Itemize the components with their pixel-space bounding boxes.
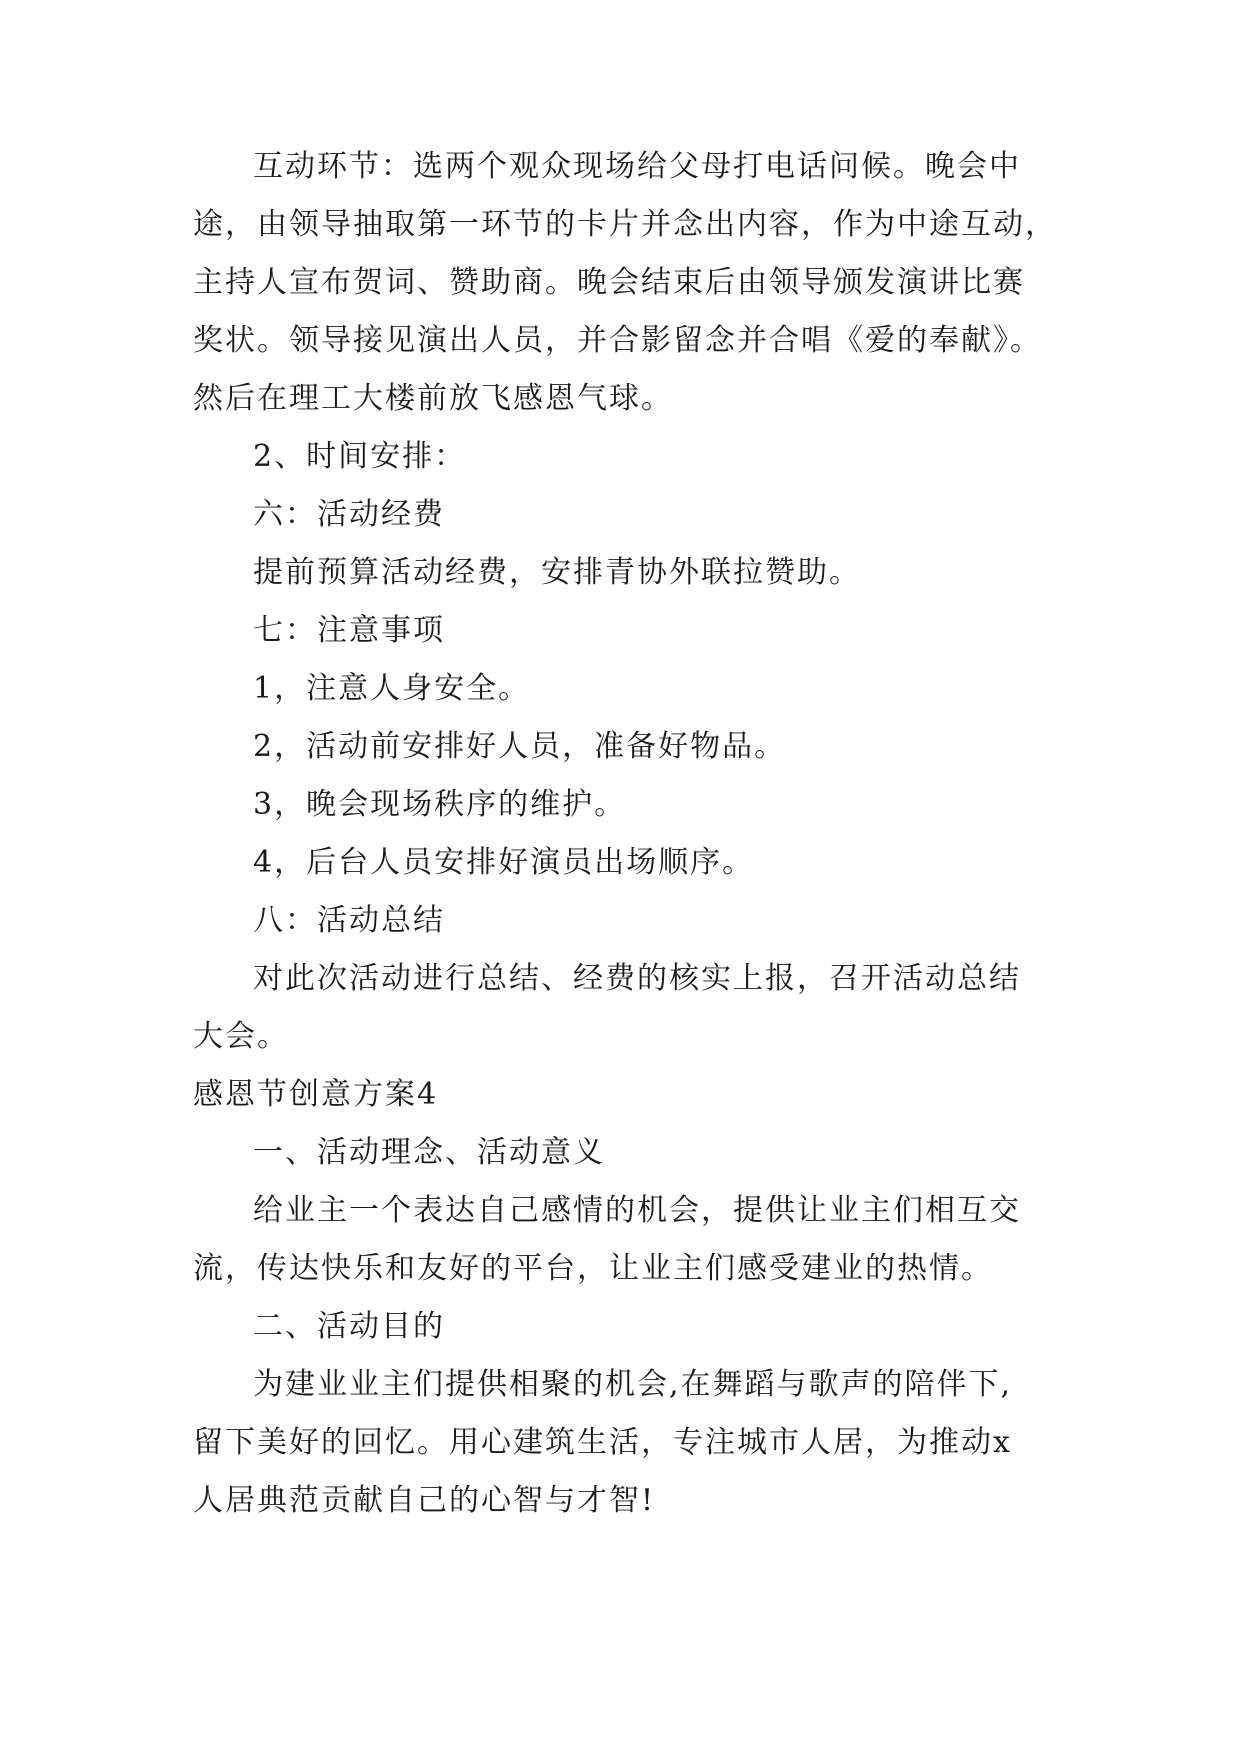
list-item: 2，活动前安排好人员，准备好物品。 xyxy=(253,729,787,764)
paragraph-line: 为建业业主们提供相聚的机会,在舞蹈与歌声的陪伴下, xyxy=(253,1367,1013,1402)
section-heading: 2、时间安排： xyxy=(253,439,467,474)
paragraph-line: 提前预算活动经费，安排青协外联拉赞助。 xyxy=(253,555,861,590)
section-heading: 二、活动目的 xyxy=(253,1309,445,1344)
section-heading: 七：注意事项 xyxy=(253,613,445,648)
list-item: 4，后台人员安排好演员出场顺序。 xyxy=(253,845,755,880)
paragraph-line: 然后在理工大楼前放飞感恩气球。 xyxy=(193,381,673,416)
paragraph-line: 主持人宣布贺词、赞助商。晚会结束后由领导颁发演讲比赛 xyxy=(193,265,1025,300)
document-title: 感恩节创意方案4 xyxy=(193,1077,439,1112)
paragraph-line: 途，由领导抽取第一环节的卡片并念出内容，作为中途互动， xyxy=(193,207,1057,242)
section-heading: 一、活动理念、活动意义 xyxy=(253,1135,605,1170)
paragraph-line: 互动环节：选两个观众现场给父母打电话问候。晚会中 xyxy=(253,149,1021,184)
paragraph-line: 对此次活动进行总结、经费的核实上报，召开活动总结 xyxy=(253,961,1021,996)
section-heading: 六：活动经费 xyxy=(253,497,445,532)
paragraph-line: 流，传达快乐和友好的平台，让业主们感受建业的热情。 xyxy=(193,1251,993,1286)
list-item: 1，注意人身安全。 xyxy=(253,671,531,706)
paragraph-line: 人居典范贡献自己的心智与才智! xyxy=(193,1483,656,1518)
paragraph-line: 奖状。领导接见演出人员，并合影留念并合唱《爱的奉献》。 xyxy=(193,323,1042,358)
list-item: 3，晚会现场秩序的维护。 xyxy=(253,787,627,822)
paragraph-line: 给业主一个表达自己感情的机会，提供让业主们相互交 xyxy=(253,1193,1021,1228)
paragraph-line: 留下美好的回忆。用心建筑生活，专注城市人居，为推动x xyxy=(193,1425,1012,1460)
paragraph-line: 大会。 xyxy=(193,1019,289,1054)
section-heading: 八：活动总结 xyxy=(253,903,445,938)
